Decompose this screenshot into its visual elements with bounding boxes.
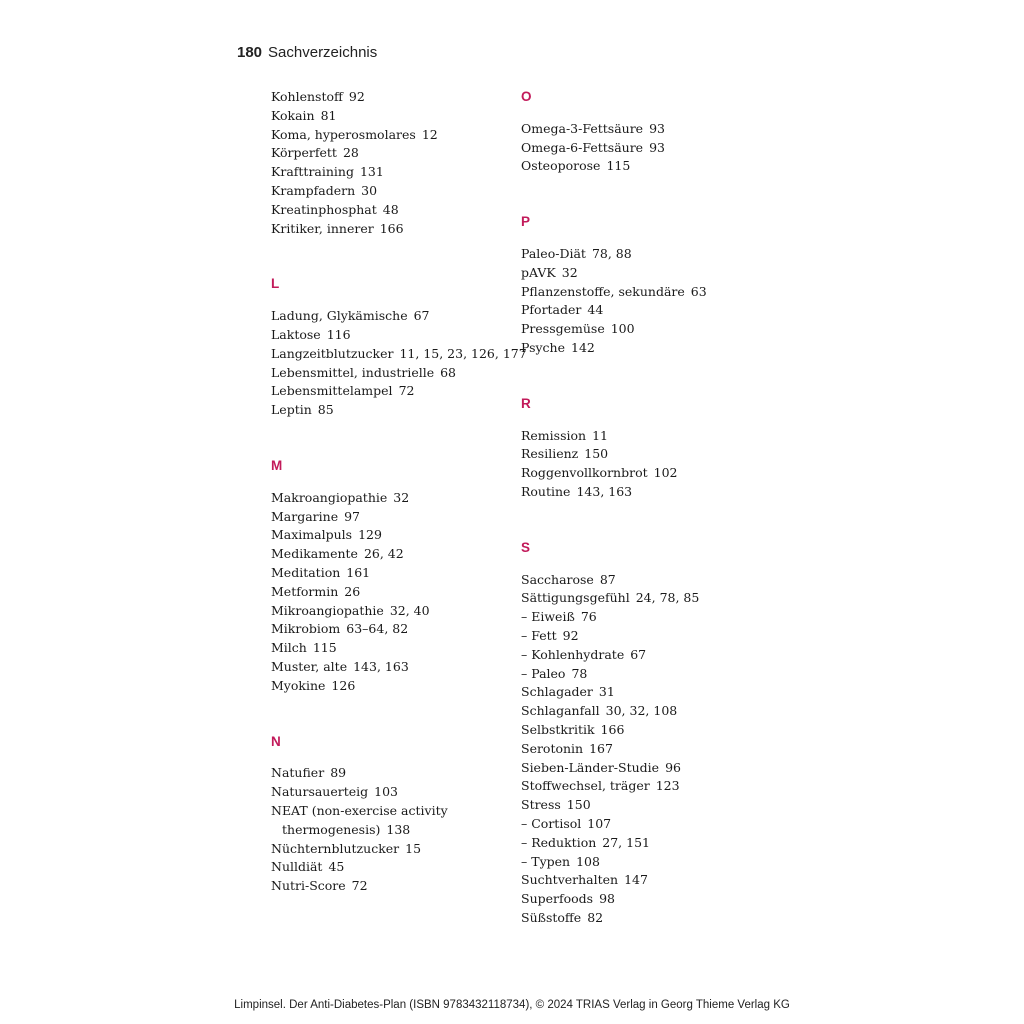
entry-pages: 143, 163 [576, 483, 633, 499]
entry-pages: 44 [587, 302, 604, 318]
entry-pages: 115 [312, 640, 337, 656]
index-subentry [521, 834, 761, 853]
index-entry [521, 909, 761, 928]
index-entry [521, 320, 761, 339]
entry-term: Stoffwechsel, träger [521, 778, 650, 794]
entry-term: Natursauerteig [271, 784, 369, 800]
entry-pages: 68 [440, 364, 457, 380]
entry-pages: 26 [344, 583, 361, 599]
entry-pages: 30 [361, 182, 378, 198]
entry-term: Roggenvollkornbrot [521, 465, 648, 481]
entry-term: Selbstkritik [521, 721, 595, 737]
index-subentry [521, 853, 761, 872]
index-entry [521, 339, 761, 358]
index-entry [521, 427, 761, 446]
entry-term: Eiweiß [531, 609, 575, 625]
index-entry [271, 764, 511, 783]
index-entry [271, 877, 511, 896]
entry-pages: 116 [326, 326, 351, 342]
entry-term: Paleo-Diät [521, 245, 586, 261]
entry-term: Körperfett [271, 145, 337, 161]
section-letter: N [271, 733, 281, 749]
entry-pages: 32 [393, 489, 410, 505]
entry-pages: 85 [317, 402, 334, 418]
entry-term: Süßstoffe [521, 909, 582, 925]
index-entry [521, 721, 761, 740]
entry-pages: 82 [587, 909, 604, 925]
index-entry [271, 840, 511, 859]
section-letter: M [271, 457, 283, 473]
entry-pages: 147 [624, 872, 648, 888]
entry-pages: 92 [562, 627, 579, 643]
entry-pages: 102 [653, 465, 678, 481]
entry-term: Paleo [531, 665, 566, 681]
entry-term: Nüchternblutzucker [271, 840, 400, 856]
entry-pages: 129 [358, 527, 382, 543]
index-entry [521, 890, 761, 909]
entry-pages: 96 [665, 759, 681, 775]
entry-term: Fett [531, 627, 557, 643]
entry-pages: 11, 15, 23, 126, 177 [399, 345, 527, 361]
index-entry [271, 382, 511, 401]
entry-pages: 12 [421, 126, 438, 142]
index-entry [271, 602, 511, 621]
entry-pages: 30, 32, 108 [605, 703, 678, 719]
entry-pages: 107 [587, 815, 612, 831]
entry-term: Resilienz [521, 446, 579, 462]
entry-pages: 89 [330, 765, 347, 781]
index-entry [271, 401, 511, 420]
index-entry [271, 107, 511, 126]
index-entry [521, 871, 761, 890]
entry-term: Serotonin [521, 740, 584, 756]
entry-term: Pfortader [521, 302, 582, 318]
entry-term: Mikroangiopathie [271, 602, 384, 618]
entry-term: Lebensmittelampel [271, 383, 393, 399]
entry-pages: 11 [592, 427, 608, 443]
index-subentry [521, 646, 761, 665]
page-number: 180 [237, 44, 263, 61]
index-subentry [521, 665, 761, 684]
copyright-footer: Limpinsel. Der Anti-Diabetes-Plan (ISBN 9783432118734), © 2024 TRIAS Verlag in Georg Thieme Verlag KG [234, 999, 790, 1011]
index-entry [271, 783, 511, 802]
entry-term: Cortisol [531, 815, 582, 831]
entry-pages: 26, 42 [363, 546, 404, 562]
entry-term: Kreatinphosphat [271, 201, 377, 217]
entry-pages: 81 [320, 107, 337, 123]
index-section [271, 88, 511, 238]
section-letter: P [521, 214, 531, 230]
entry-pages: 72 [351, 878, 368, 894]
entry-term: Nulldiät [271, 859, 323, 875]
entry-pages: 48 [382, 201, 399, 217]
index-entry [521, 283, 761, 302]
index-entry [271, 564, 511, 583]
section-spacer [521, 358, 761, 395]
index-entry [521, 683, 761, 702]
section-spacer [271, 696, 511, 733]
entry-term: Maximalpuls [271, 527, 353, 543]
entry-pages: 103 [374, 784, 399, 800]
index-entry [271, 526, 511, 545]
entry-pages: 45 [328, 859, 345, 875]
entry-pages: 142 [571, 339, 595, 355]
entry-pages: 98 [599, 891, 615, 907]
entry-pages: 166 [600, 721, 625, 737]
entry-term: thermogenesis) [282, 821, 381, 837]
index-entry [271, 88, 511, 107]
index-entry [521, 571, 761, 590]
entry-pages: 93 [649, 139, 665, 155]
entry-pages: 87 [599, 571, 616, 587]
page-header [237, 44, 377, 61]
index-entry [271, 220, 511, 239]
index-entry [271, 821, 511, 840]
index-column-left [271, 88, 527, 896]
entry-pages: 67 [630, 646, 647, 662]
index-entry [521, 157, 761, 176]
entry-term: Saccharose [521, 571, 594, 587]
index-entry [271, 307, 511, 326]
entry-pages: 115 [606, 158, 631, 174]
index-entry [271, 658, 511, 677]
entry-term: Makroangiopathie [271, 489, 388, 505]
entry-term: Kohlenhydrate [531, 646, 625, 662]
entry-pages: 138 [386, 821, 411, 837]
index-entry [271, 620, 511, 639]
entry-term: Lebensmittel, industrielle [271, 364, 435, 380]
entry-term: Suchtverhalten [521, 872, 619, 888]
section-letter: R [521, 395, 531, 411]
index-entry [521, 464, 761, 483]
index-entry [271, 126, 511, 145]
index-entry [271, 201, 511, 220]
entry-pages: 123 [655, 778, 680, 794]
entry-term: Schlaganfall [521, 703, 600, 719]
entry-term: Osteoporose [521, 158, 601, 174]
entry-term: Koma, hyperosmolares [271, 126, 416, 142]
index-entry [271, 677, 511, 696]
entry-pages: 126 [331, 677, 356, 693]
entry-pages: 24, 78, 85 [635, 590, 700, 606]
index-section [271, 457, 511, 696]
entry-term: Leptin [271, 402, 312, 418]
index-entry [521, 139, 761, 158]
entry-pages: 27, 151 [602, 834, 650, 850]
index-entry [271, 182, 511, 201]
page-title: Sachverzeichnis [268, 44, 378, 61]
index-entry [521, 245, 761, 264]
index-entry [271, 364, 511, 383]
entry-term: Medikamente [271, 546, 358, 562]
entry-pages: 108 [576, 853, 600, 869]
index-entry [521, 483, 761, 502]
entry-term: Kritiker, innerer [271, 220, 374, 236]
entry-pages: 131 [359, 164, 384, 180]
index-section [521, 539, 761, 928]
entry-term: Muster, alte [271, 658, 348, 674]
entry-term: Remission [521, 427, 587, 443]
entry-term: Sieben-Länder-Studie [521, 759, 660, 775]
entry-term: Schlagader [521, 684, 593, 700]
index-entry [271, 489, 511, 508]
section-spacer [271, 420, 511, 457]
index-entry [521, 777, 761, 796]
entry-pages: 150 [566, 797, 591, 813]
index-entry [271, 545, 511, 564]
entry-term: Omega-3-Fettsäure [521, 120, 644, 136]
entry-term: Meditation [271, 564, 341, 580]
index-entry [271, 858, 511, 877]
index-entry [521, 589, 761, 608]
index-entry [271, 583, 511, 602]
entry-pages: 97 [344, 508, 361, 524]
entry-term: Ladung, Glykämische [271, 308, 408, 324]
index-entry [521, 740, 761, 759]
entry-pages: 32 [561, 264, 578, 280]
index-entry [271, 144, 511, 163]
entry-term: Milch [271, 640, 307, 656]
entry-term: Pressgemüse [521, 321, 605, 337]
entry-term: Krafttraining [271, 164, 354, 180]
index-entry [521, 301, 761, 320]
entry-term: Pflanzenstoffe, sekundäre [521, 283, 685, 299]
entry-term: Myokine [271, 677, 326, 693]
index-entry [271, 802, 511, 821]
entry-term: Langzeitblutzucker [271, 345, 394, 361]
entry-term: Kohlenstoff [271, 89, 343, 104]
entry-term: Reduktion [531, 834, 597, 850]
entry-term: Kokain [271, 107, 315, 123]
index-entry [271, 345, 527, 364]
entry-term: pAVK [521, 264, 556, 280]
entry-pages: 100 [610, 321, 635, 337]
entry-term: Stress [521, 797, 561, 813]
index-section [521, 395, 761, 502]
entry-term: Laktose [271, 326, 321, 342]
section-letter: L [271, 276, 280, 292]
section-spacer [521, 502, 761, 539]
entry-term: Sättigungsgefühl [521, 590, 630, 606]
entry-term: Omega-6-Fettsäure [521, 139, 644, 155]
entry-pages: 76 [580, 609, 597, 625]
entry-pages: 15 [405, 840, 422, 856]
entry-term: Mikrobiom [271, 621, 341, 637]
index-entry [521, 702, 761, 721]
entry-pages: 67 [413, 308, 430, 324]
entry-pages: 63–64, 82 [346, 621, 409, 637]
section-spacer [271, 238, 511, 275]
entry-term: Krampfadern [271, 182, 356, 198]
index-section [271, 275, 527, 420]
index-entry [521, 120, 761, 139]
entry-pages: 161 [346, 564, 371, 580]
entry-pages: 78, 88 [591, 245, 632, 261]
index-entry [271, 163, 511, 182]
section-letter: O [521, 89, 532, 104]
entry-term: Routine [521, 483, 571, 499]
entry-pages: 150 [584, 446, 609, 462]
entry-pages: 93 [649, 120, 665, 136]
entry-pages: 32, 40 [389, 602, 430, 618]
index-subentry [521, 815, 761, 834]
entry-term: Superfoods [521, 891, 594, 907]
index-entry [271, 508, 511, 527]
index-section [521, 213, 761, 358]
entry-pages: 78 [571, 665, 588, 681]
section-letter: S [521, 539, 531, 555]
section-spacer [521, 176, 761, 213]
index-section [271, 733, 511, 896]
entry-term: Natufier [271, 765, 325, 781]
entry-term: Typen [531, 853, 571, 869]
entry-term: Metformin [271, 583, 339, 599]
entry-term: Margarine [271, 508, 339, 524]
index-entry [521, 264, 761, 283]
entry-pages: 167 [589, 740, 613, 756]
entry-pages: 166 [379, 220, 404, 236]
index-entry [521, 796, 761, 815]
entry-pages: 28 [342, 145, 359, 161]
entry-term: Nutri-Score [271, 878, 346, 894]
index-subentry [521, 608, 761, 627]
index-subentry [521, 627, 761, 646]
entry-term: Psyche [521, 339, 566, 355]
index-entry [271, 326, 511, 345]
entry-pages: 72 [398, 383, 415, 399]
index-column-right [521, 88, 761, 928]
index-entry [521, 445, 761, 464]
entry-pages: 31 [598, 684, 615, 700]
entry-pages: 143, 163 [353, 658, 409, 674]
entry-pages: 92 [348, 89, 365, 104]
index-entry [521, 759, 761, 778]
index-entry [271, 639, 511, 658]
entry-term: NEAT (non-exercise activity [271, 802, 448, 818]
entry-pages: 63 [690, 283, 707, 299]
index-section [521, 88, 761, 176]
